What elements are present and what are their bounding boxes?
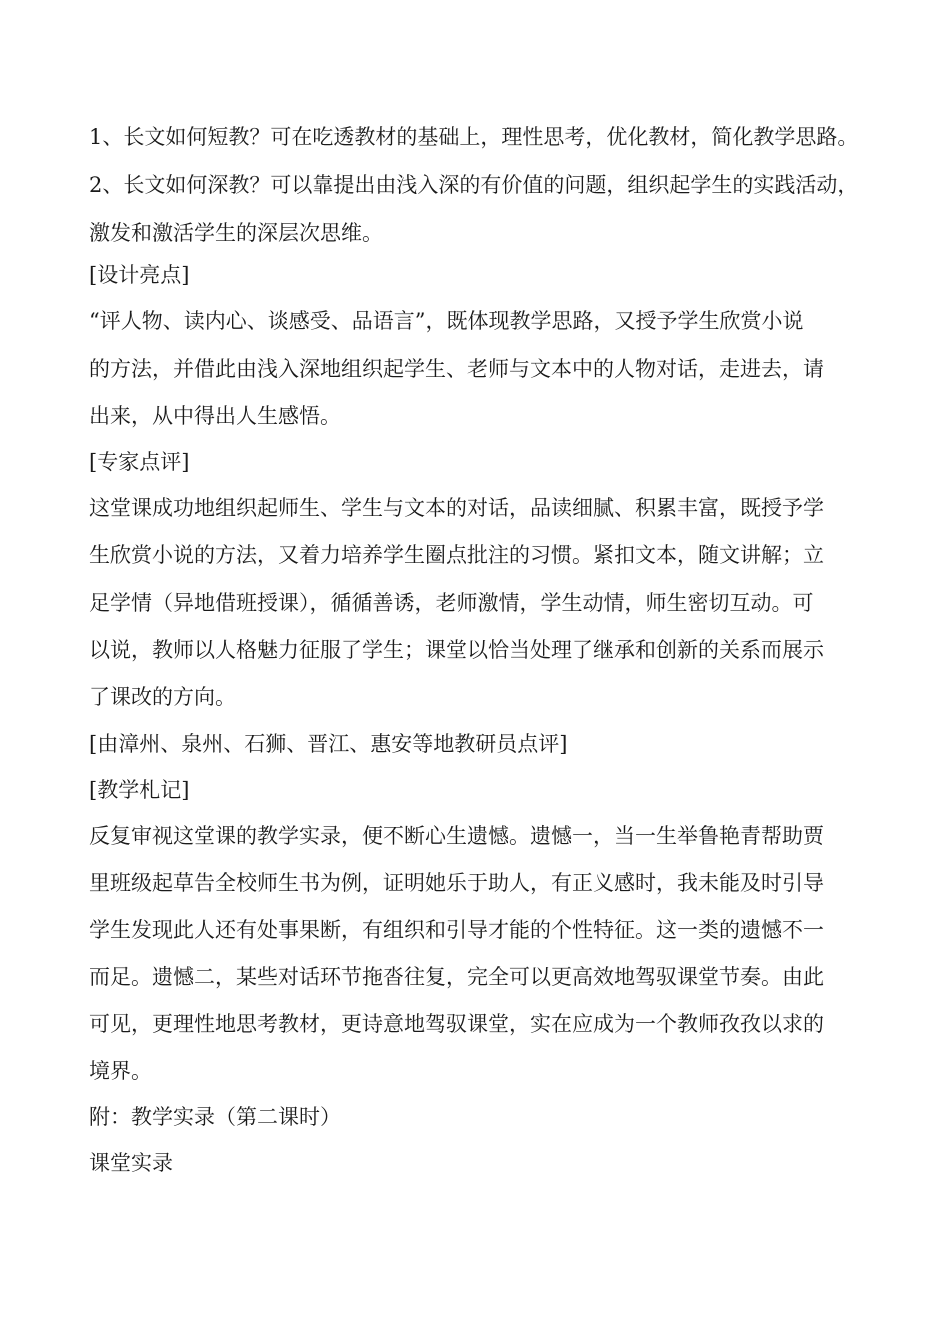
text-line: 足学情（异地借班授课），循循善诱，老师激情，学生动情，师生密切互动。可 <box>89 591 814 615</box>
text-line: 里班级起草告全校师生书为例，证明她乐于助人，有正义感时，我未能及时引导 <box>89 871 824 895</box>
text-line: 生欣赏小说的方法，又着力培养学生圈点批注的习惯。紧扣文本，随文讲解；立 <box>89 543 824 567</box>
text-line: 反复审视这堂课的教学实录，便不断心生遗憾。遗憾一，当一生举鲁艳青帮助贾 <box>89 824 824 848</box>
appendix-subtitle: 课堂实录 <box>89 1151 173 1175</box>
text-line: “评人物、读内心、谈感受、品语言”，既体现教学思路，又授予学生欣赏小说 <box>89 309 804 333</box>
text-line: 以说，教师以人格魅力征服了学生；课堂以恰当处理了继承和创新的关系而展示 <box>89 638 824 662</box>
text-line: 而足。遗憾二，某些对话环节拖沓往复，完全可以更高效地驾驭课堂节奏。由此 <box>89 965 824 989</box>
section-heading: [专家点评] <box>89 450 190 474</box>
section-heading: [教学札记] <box>89 778 190 802</box>
text-line: 境界。 <box>89 1059 152 1083</box>
attribution: [由漳州、泉州、石狮、晋江、惠安等地教研员点评] <box>89 732 568 756</box>
text-line: 出来，从中得出人生感悟。 <box>89 404 341 428</box>
text-line: 激发和激活学生的深层次思维。 <box>89 221 383 245</box>
text-line: 学生发现此人还有处事果断，有组织和引导才能的个性特征。这一类的遗憾不一 <box>89 918 824 942</box>
text-line: 1、长文如何短教？可在吃透教材的基础上，理性思考，优化教材，简化教学思路。 <box>89 125 859 149</box>
text-line: 可见，更理性地思考教材，更诗意地驾驭课堂，实在应成为一个教师孜孜以求的 <box>89 1012 824 1036</box>
text-line: 的方法，并借此由浅入深地组织起学生、老师与文本中的人物对话，走进去，请 <box>89 357 824 381</box>
text-line: 这堂课成功地组织起师生、学生与文本的对话，品读细腻、积累丰富，既授予学 <box>89 496 824 520</box>
text-line: 2、长文如何深教？可以靠提出由浅入深的有价值的问题，组织起学生的实践活动， <box>89 173 859 197</box>
section-heading: [设计亮点] <box>89 263 190 287</box>
text-line: 了课改的方向。 <box>89 685 236 709</box>
appendix-title: 附：教学实录（第二课时） <box>89 1105 341 1129</box>
